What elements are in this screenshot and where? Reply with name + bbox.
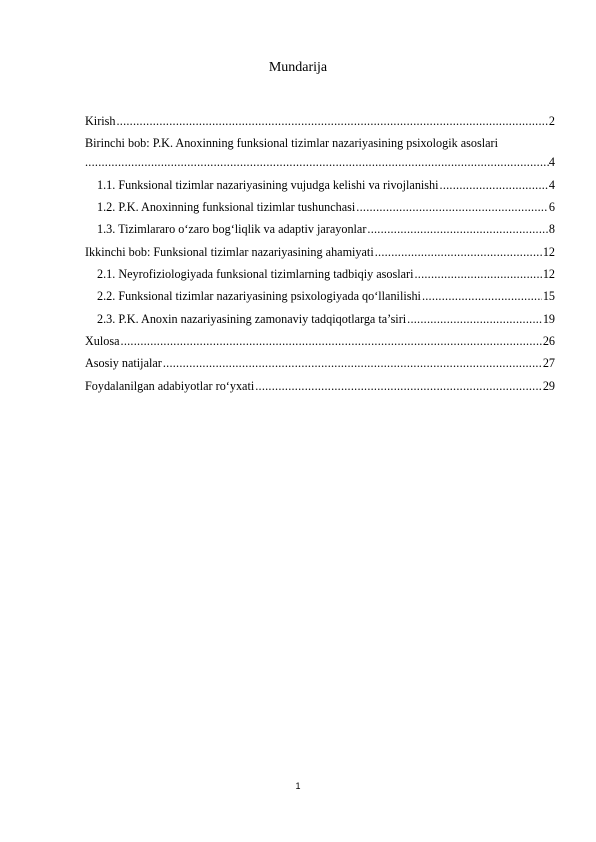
page-number: 1 xyxy=(295,781,301,791)
dot-leader xyxy=(85,155,549,170)
toc-entry-label: 2.1. Neyrofiziologiyada funksional tizimlarning tadbiqiy asoslari xyxy=(97,267,414,282)
toc-entry-label: 2.2. Funksional tizimlar nazariyasining psixologiyada qo‘llanilishi xyxy=(97,289,421,304)
dot-leader xyxy=(367,222,548,237)
toc-entry-label: Foydalanilgan adabiyotlar ro‘yxati xyxy=(85,378,255,393)
toc-entry-label: Birinchi bob: P.K. Anoxinning funksional tizimlar nazariyasining psixologik asoslari xyxy=(85,136,498,151)
toc-entry-page: 27 xyxy=(542,356,555,371)
dot-leader xyxy=(375,245,542,260)
dot-leader xyxy=(440,178,548,193)
toc-entry-1-1[interactable] xyxy=(85,178,555,193)
toc-entry-label: 1.1. Funksional tizimlar nazariyasining vujudga kelishi va rivojlanishi xyxy=(97,177,439,192)
toc-entry-2-2[interactable] xyxy=(85,289,555,304)
toc-entry-page: 4 xyxy=(548,177,555,192)
toc-entry-kirish[interactable] xyxy=(85,114,555,129)
toc-entry-page: 29 xyxy=(542,378,555,393)
toc-entry-bob1[interactable] xyxy=(85,136,555,170)
toc-entry-page: 26 xyxy=(542,334,555,349)
toc-entry-label: Asosiy natijalar xyxy=(85,356,162,371)
dot-leader xyxy=(414,267,541,282)
toc-entry-xulosa[interactable] xyxy=(85,334,555,349)
toc-entry-1-2[interactable] xyxy=(85,200,555,215)
toc-entry-page: 6 xyxy=(548,200,555,215)
toc-entry-label: 2.3. P.K. Anoxin nazariyasining zamonaviy tadqiqotlarga ta’siri xyxy=(97,311,407,326)
toc-entry-1-3[interactable] xyxy=(85,222,555,237)
dot-leader xyxy=(407,312,542,327)
toc-entry-bob2[interactable] xyxy=(85,245,555,260)
toc-entry-page: 2 xyxy=(548,114,555,128)
toc-entry-2-3[interactable] xyxy=(85,312,555,327)
toc-entry-label: Ikkinchi bob: Funksional tizimlar nazariyasining ahamiyati xyxy=(85,244,374,259)
toc-entry-adabiyotlar[interactable] xyxy=(85,379,555,394)
toc-entry-asosiy-natijalar[interactable] xyxy=(85,356,555,371)
toc-entry-page: 15 xyxy=(542,289,555,304)
toc-entry-page: 12 xyxy=(542,244,555,259)
toc-entry-page: 12 xyxy=(542,267,555,282)
dot-leader xyxy=(255,379,542,394)
toc-entry-page: 19 xyxy=(542,311,555,326)
page-title: Mundarija xyxy=(268,60,328,75)
table-of-contents xyxy=(85,114,555,401)
toc-entry-2-1[interactable] xyxy=(85,267,555,282)
toc-entry-label: 1.2. P.K. Anoxinning funksional tizimlar tushunchasi xyxy=(97,200,356,215)
toc-entry-label: Kirish xyxy=(85,114,116,128)
dot-leader xyxy=(121,334,542,349)
toc-entry-page: 8 xyxy=(548,222,555,237)
toc-entry-label: Xulosa xyxy=(85,334,120,349)
dot-leader xyxy=(356,200,548,215)
toc-entry-page: 4 xyxy=(548,155,555,170)
toc-entry-label: 1.3. Tizimlararo o‘zaro bog‘liqlik va adaptiv jarayonlar xyxy=(97,222,367,237)
dot-leader xyxy=(163,356,542,371)
dot-leader xyxy=(116,114,547,129)
dot-leader xyxy=(422,289,542,304)
